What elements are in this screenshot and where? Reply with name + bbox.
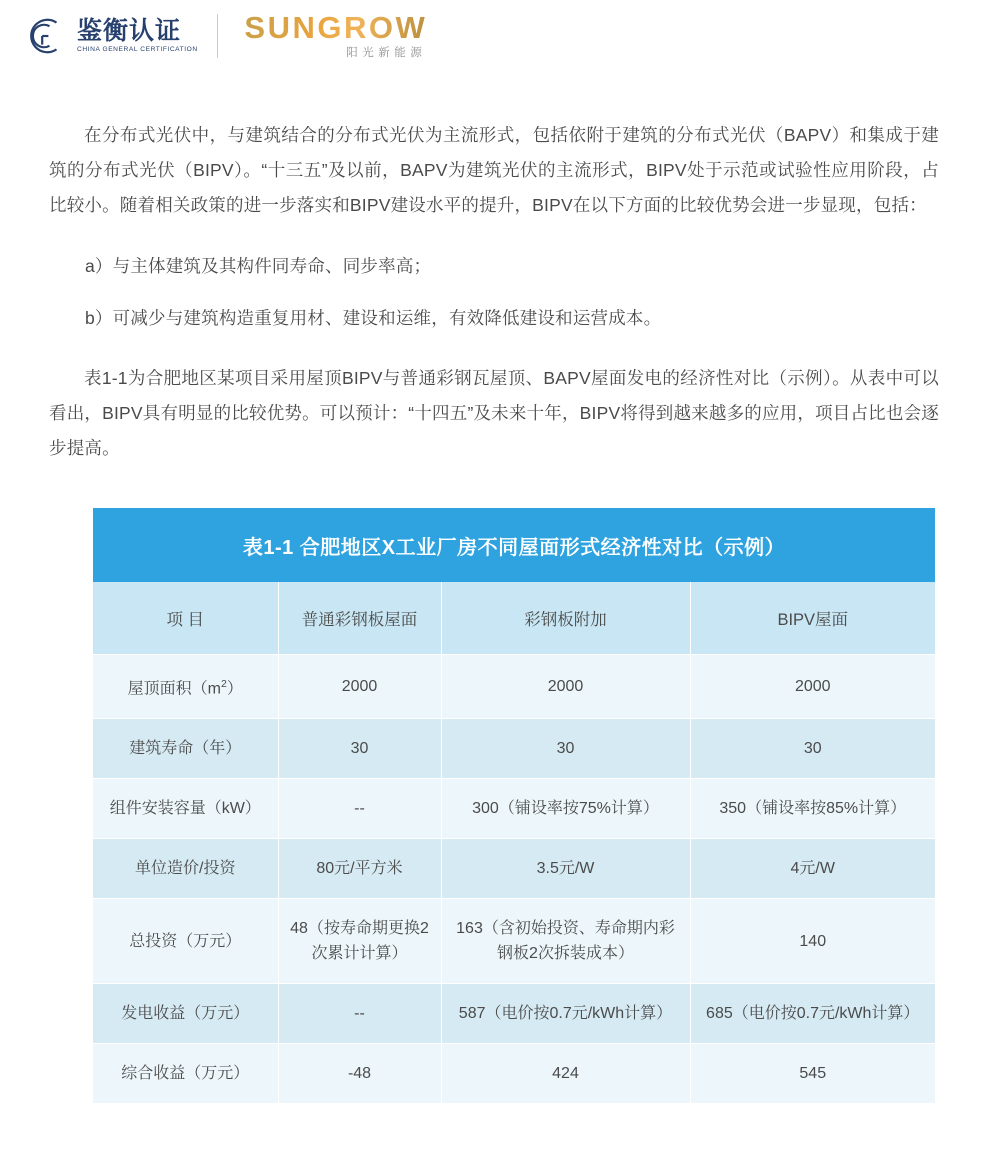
row-label: 总投资（万元）	[93, 899, 278, 984]
cell-bipv: 350（铺设率按85%计算）	[690, 779, 935, 839]
row-label: 建筑寿命（年）	[93, 719, 278, 779]
cgc-english-name: CHINA GENERAL CERTIFICATION	[77, 45, 198, 53]
table-body	[93, 655, 935, 1104]
column-header-item: 项 目	[93, 582, 278, 655]
cell-plain: 2000	[278, 655, 441, 719]
row-label: 发电收益（万元）	[93, 984, 278, 1044]
article-body	[49, 118, 939, 466]
cell-plain: 30	[278, 719, 441, 779]
cell-plain: 80元/平方米	[278, 839, 441, 899]
cell-bapv: 300（铺设率按75%计算）	[441, 779, 690, 839]
column-header-plain: 普通彩钢板屋面	[278, 582, 441, 655]
list-item-a: a）与主体建筑及其构件同寿命、同步率高；	[85, 256, 432, 276]
table-row	[93, 655, 935, 719]
paragraph-table-intro: 表1-1为合肥地区某项目采用屋顶BIPV与普通彩钢瓦屋顶、BAPV屋面发电的经济性对比（示例）。从表中可以看出，BIPV具有明显的比较优势。可以预计：“十四五”及未来十年，BIPV将得到越来越多的应用，项目占比也会逐步提高。	[49, 368, 939, 458]
cell-bipv: 140	[690, 899, 935, 984]
cell-bipv: 30	[690, 719, 935, 779]
economics-comparison-table	[93, 508, 935, 1103]
cgc-logo	[22, 13, 198, 59]
table-row	[93, 779, 935, 839]
cell-bipv: 2000	[690, 655, 935, 719]
column-header-bapv: 彩钢板附加	[441, 582, 690, 655]
page-header-logo-band	[0, 0, 988, 72]
table-row	[93, 1044, 935, 1104]
economics-table-wrapper	[93, 508, 935, 1103]
cgc-chinese-name: 鉴衡认证	[77, 16, 182, 45]
table-row	[93, 984, 935, 1044]
gc-monogram-icon	[22, 13, 68, 59]
cell-bipv: 545	[690, 1044, 935, 1104]
cell-bapv: 2000	[441, 655, 690, 719]
cell-bapv: 3.5元/W	[441, 839, 690, 899]
cell-plain: 48（按寿命期更换2次累计计算）	[278, 899, 441, 984]
cell-bipv: 685（电价按0.7元/kWh计算）	[690, 984, 935, 1044]
table-caption-row	[93, 508, 935, 582]
table-row	[93, 899, 935, 984]
row-label: 屋顶面积$(m^2)$	[93, 655, 278, 719]
table-row	[93, 719, 935, 779]
cell-bapv: 587（电价按0.7元/kWh计算）	[441, 984, 690, 1044]
logo-divider	[217, 14, 218, 58]
table-header-row	[93, 582, 935, 655]
cell-plain: --	[278, 779, 441, 839]
sungrow-wordmark: SUNGROW	[244, 10, 428, 46]
sungrow-chinese-tagline: 阳光新能源	[346, 47, 427, 60]
cell-plain: -48	[278, 1044, 441, 1104]
row-label: 组件安装容量（kW）	[93, 779, 278, 839]
paragraph-intro: 在分布式光伏中，与建筑结合的分布式光伏为主流形式，包括依附于建筑的分布式光伏（BAPV）和集成于建筑的分布式光伏（BIPV）。“十三五”及以前，BAPV为建筑光伏的主流形式，BIPV处于示范或试验性应用阶段，占比较小。随着相关政策的进一步落实和BIPV建设水平的提升，BIPV在以下方面的比较优势会进一步显现，包括：	[49, 125, 939, 215]
cell-bapv: 163（含初始投资、寿命期内彩钢板2次拆装成本）	[441, 899, 690, 984]
row-label: 综合收益（万元）	[93, 1044, 278, 1104]
list-item-b: b）可减少与建筑构造重复用材、建设和运维，有效降低建设和运营成本。	[85, 308, 662, 328]
column-header-bipv: BIPV屋面	[690, 582, 935, 655]
table-row	[93, 839, 935, 899]
row-label: 单位造价/投资	[93, 839, 278, 899]
table-caption: 表1-1 合肥地区X工业厂房不同屋面形式经济性对比（示例）	[93, 508, 935, 582]
cell-bapv: 30	[441, 719, 690, 779]
cgc-logo-text	[77, 16, 198, 54]
cell-bapv: 424	[441, 1044, 690, 1104]
paragraph-spacer-2	[49, 353, 939, 361]
sungrow-logo	[244, 12, 427, 60]
cell-plain: --	[278, 984, 441, 1044]
paragraph-spacer	[49, 241, 939, 249]
cell-bipv: 4元/W	[690, 839, 935, 899]
